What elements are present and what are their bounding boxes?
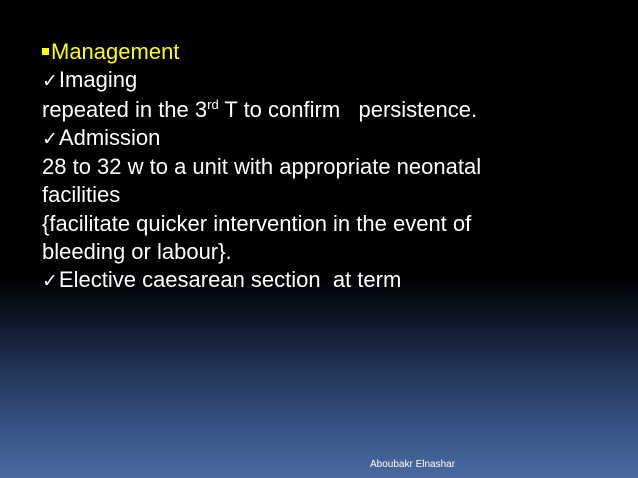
author-footer: Aboubakr Elnashar (370, 459, 456, 470)
imaging-detail-after: T to confirm persistence. (218, 96, 478, 122)
admission-title: Admission (58, 124, 161, 150)
admission-detail-line-1: 28 to 32 w to a unit with appropriate neonatal (42, 154, 482, 180)
heading-text: Management (51, 39, 180, 64)
caesarean-item (42, 266, 627, 295)
imaging-detail (42, 96, 627, 124)
checkmark-icon: ✓ (42, 70, 58, 93)
checkmark-icon: ✓ (42, 270, 58, 293)
slide-content (42, 38, 627, 296)
imaging-item (42, 66, 627, 95)
imaging-detail-before: repeated in the 3 (42, 96, 208, 122)
caesarean-title: Elective caesarean section at term (58, 267, 402, 293)
admission-detail-line-4: bleeding or labour}. (42, 239, 232, 265)
management-heading (42, 38, 627, 66)
square-bullet-icon (42, 48, 49, 55)
admission-detail-line-2: facilities (42, 182, 121, 208)
imaging-detail-superscript: rd (207, 96, 219, 112)
admission-item (42, 124, 627, 153)
imaging-title: Imaging (58, 67, 138, 93)
checkmark-icon: ✓ (42, 127, 58, 150)
admission-detail-line-3: {facilitate quicker intervention in the event of (42, 210, 472, 236)
